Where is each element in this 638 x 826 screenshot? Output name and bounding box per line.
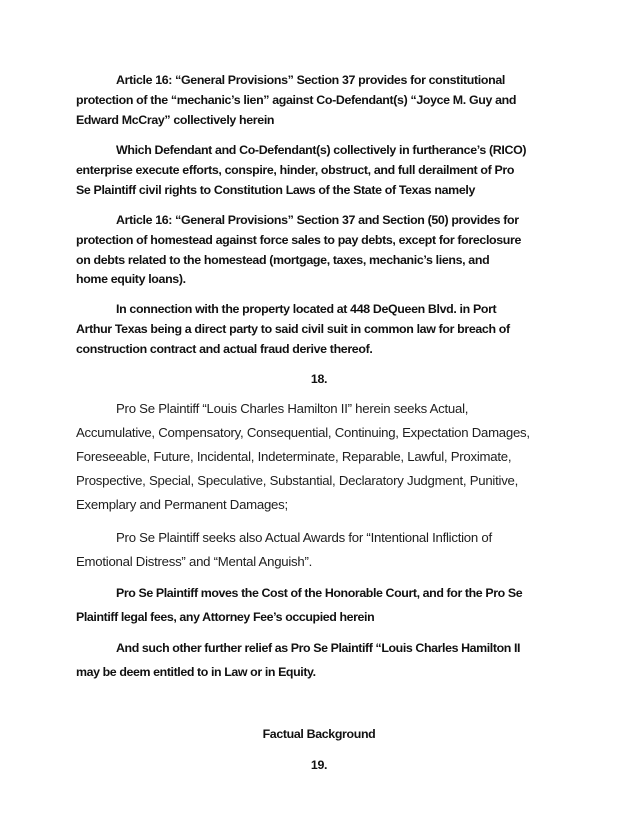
- paragraph-7-line-2: Plaintiff legal fees, any Attorney Fee’s occupied herein: [76, 610, 375, 624]
- paragraph-6-line-2: Emotional Distress” and “Mental Anguish”.: [76, 554, 313, 569]
- paragraph-5-line-3: Foreseeable, Future, Incidental, Indeterminate, Reparable, Lawful, Proximate,: [76, 449, 512, 464]
- paragraph-8-line-1: And such other further relief as Pro Se Plaintiff “Louis Charles Hamilton II: [116, 641, 521, 655]
- paragraph-3-line-4: home equity loans).: [76, 272, 186, 286]
- paragraph-3-line-3: on debts related to the homestead (mortgage, taxes, mechanic’s liens, and: [76, 253, 490, 267]
- paragraph-8-line-2: may be deem entitled to in Law or in Equity.: [76, 665, 316, 679]
- paragraph-5-line-2: Accumulative, Compensatory, Consequential, Continuing, Expectation Damages,: [76, 425, 530, 440]
- paragraph-7-line-1: Pro Se Plaintiff moves the Cost of the Honorable Court, and for the Pro Se: [116, 586, 523, 600]
- paragraph-4-line-3: construction contract and actual fraud derive thereof.: [76, 342, 373, 356]
- paragraph-4-line-1: In connection with the property located at 448 DeQueen Blvd. in Port: [116, 302, 497, 316]
- paragraph-1-line-2: protection of the “mechanic’s lien” against Co-Defendant(s) “Joyce M. Guy and: [76, 93, 517, 107]
- paragraph-6-line-1: Pro Se Plaintiff seeks also Actual Awards for “Intentional Infliction of: [116, 530, 492, 545]
- paragraph-2-line-1: Which Defendant and Co-Defendant(s) collectively in furtherance’s (RICO): [116, 143, 527, 157]
- paragraph-1-line-3: Edward McCray” collectively herein: [76, 113, 275, 127]
- section-title-factual-background: Factual Background: [262, 727, 376, 741]
- paragraph-5-line-5: Exemplary and Permanent Damages;: [76, 497, 288, 512]
- paragraph-4-line-2: Arthur Texas being a direct party to said civil suit in common law for breach of: [76, 322, 510, 336]
- paragraph-2-line-2: enterprise execute efforts, conspire, hinder, obstruct, and full derailment of Pro: [76, 163, 515, 177]
- section-number-18: 18.: [310, 372, 328, 386]
- paragraph-3-line-1: Article 16: “General Provisions” Section 37 and Section (50) provides for: [116, 213, 519, 227]
- paragraph-2-line-3: Se Plaintiff civil rights to Constitution Laws of the State of Texas namely: [76, 183, 475, 197]
- paragraph-5-line-4: Prospective, Special, Speculative, Substantial, Declaratory Judgment, Punitive,: [76, 473, 519, 488]
- paragraph-5-line-1: Pro Se Plaintiff “Louis Charles Hamilton II” herein seeks Actual,: [116, 401, 469, 416]
- paragraph-1-line-1: Article 16: “General Provisions” Section 37 provides for constitutional: [116, 73, 505, 87]
- section-number-19: 19.: [310, 758, 328, 772]
- paragraph-3-line-2: protection of homestead against force sales to pay debts, except for foreclosure: [76, 233, 522, 247]
